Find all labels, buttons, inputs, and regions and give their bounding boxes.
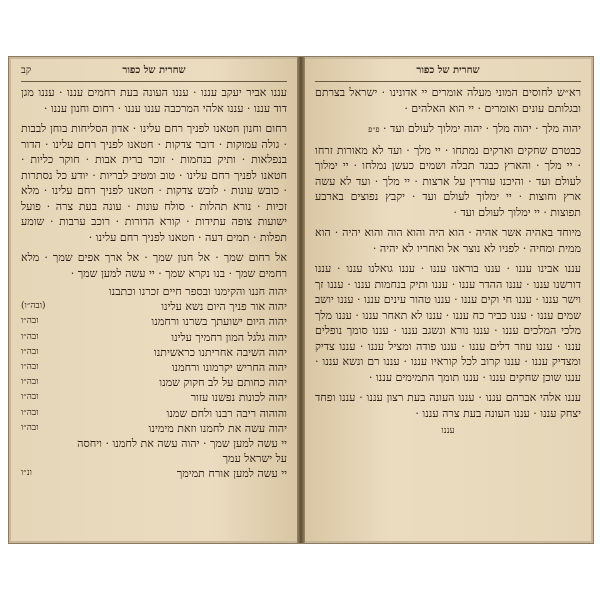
litany-line [21,345,287,360]
left-page-header [21,65,287,79]
litany-text: והוהוה ריבה רבנו ולחם שמנו [166,406,287,420]
litany-ref: ובה״ו [21,316,39,327]
left-paragraph-rachum: רחום וחנון חטאנו לפניך רחם עלינו · אדון הסליחות בוחן לבבות · גולה עמוקות · דובר צדקות · חטאנו לפניך רחם עלינו · הדור בנפלאות · ותיק בנחמות · זוכר ברית אבות · חוקר כליות · חטאנו לפניך רחם עלינו · טוב ומטיב לבריות · יודע כל נסתרות · כובש עונות · לובש צדקות · חטאנו לפניך רחם עלינו · מלא זכיות · נורא תהלות · סולח עונות · עונה בעת צרה · פועל ישועות צופה עתידות · קורא הדורות · רוכב ערבות · שומע תפלות · תמים דעה · חטאנו לפניך רחם עלינו · [21,122,287,244]
litany-ref: ובה״ו [21,346,39,357]
left-litany [21,284,287,482]
left-top-block: עננו אביר יעקב עננו · עננו העונה בעת רחמים עננו · עננו מגן דוד עננו · עננו אלהי המרכבה עננו עננו · רחום וחנון עננו · [21,86,287,115]
left-page-number: קב [21,65,32,76]
litany-line [21,436,287,466]
refrain-note: פ״פ [368,125,380,134]
litany-ref: ונ״ו [21,468,32,479]
right-refrain-line [315,121,581,138]
litany-text: יהוה חננו והקימנו ובספר חיים זכרנו וכתבנו [108,285,287,298]
litany-ref: ובה״ו [21,362,39,373]
right-intro-paragraph: רא״ש לחוסים המוני מעלה אומרים יי אדונינו · ישראל בצרתם ובגלותם עונים ואומרים · יי הוא האלהים · [315,86,581,115]
litany-ref: ובה״ו [21,331,39,342]
litany-text: יהוה אור פניך היום נשא עלינו [161,300,287,314]
right-paragraph-kevetarem: כבטרם שחקים וארקים נמתחו · יי מלך · ועד לא מאורות זרחו · יי מלך · והארץ כבגד תבלה ושמים כעשן נמלחו · יי ימלוך לעולם ועד · והיכנו עוררין על ארצות · יי מלך · ועד לא עשה ארץ וחוצות · יי ימלוך לעולם ועד · יקבץ נפוצים בארבע תפוצות · יי ימלוך לעולם ועד · [315,143,581,219]
litany-line [21,466,287,481]
litany-line [21,360,287,375]
left-paragraph-el-rachum: אל רחום שמך · אל חנון שמך · אל ארך אפים שמך · מלא רחמים שמך · בנו נקרא שמך · יי עשה למען שמך · [21,251,287,280]
left-page [11,59,297,541]
catchword: עננו [441,426,455,436]
left-running-head: שחרית של כפור [122,65,186,76]
right-page-header [315,65,581,79]
litany-line [21,375,287,390]
litany-line [21,314,287,329]
litany-line [21,421,287,436]
litany-line [21,330,287,345]
open-book [8,56,594,544]
right-page [305,59,591,541]
litany-ref: ובה״ו [21,377,39,388]
litany-text: יהוה כחותם על לב חקוק שמנו [159,376,287,390]
right-running-head: שחרית של כפור [416,65,480,76]
litany-line [21,406,287,421]
refrain-text: יהוה מלך · יהוה מלך · יהוה ימלוך לעולם ועד · [383,122,581,135]
right-paragraph-meyuchad: מיוחד באהיה אשר אהיה · הוא היה והוא הוה והוא יהיה · הוא ממית ומחיה · לפניו לא נוצר אל ואחריו לא יהיה · [315,226,581,255]
book-gutter [297,57,305,543]
litany-ref: ובה״ו [21,407,39,418]
litany-text: יי עשה למען שמך · יהוה עשה את לחמנו · ויחסה על ישראל עמך [77,437,287,466]
right-page-text [305,85,591,440]
litany-text: יי עשה למען אורח תמימך [176,467,287,481]
litany-ref: (ובה״ו) [21,301,46,312]
litany-line [21,390,287,405]
right-paragraph-elohei-avraham: עננו אלהי אברהם עננו · עננו העונה בעת רצון עננו · עננו ופחד יצחק עננו · עננו העונה בעת צרה עננו · [315,391,581,420]
litany-ref: ובה״ו [21,392,39,403]
litany-line [21,299,287,314]
litany-text: יהוה גלגל המון רחמיך עלינו [171,330,287,344]
litany-text: יהוה היום ישועתך בשרנו ורחמנו [151,315,287,329]
litany-text: יהוה השיבה אחריתנו כראשיתנו [153,345,287,359]
litany-line [21,284,287,299]
right-header-rule [315,81,581,82]
left-page-text [11,85,297,482]
litany-text: יהוה לכונות נפשנו עזור [190,391,287,405]
litany-ref: ובה״ו [21,422,39,433]
left-header-rule [21,81,287,82]
litany-text: יהוה עשה את לחמנו וזאת מימינו [148,421,287,435]
right-paragraph-anenu: עננו אבינו עננו · עננו בוראנו עננו · עננו גואלנו עננו · עננו דורשנו עננו · עננו ההדר עננו · עננו ותיק בנחמות עננו · עננו זך וישר עננו · עננו חי וקים עננו · עננו טהור עינים עננו · עננו יושב שמים עננו · עננו כביר כח עננו · עננו לא תאחר עננו · עננו מלך מלכי המלכים עננו · עננו נורא ונשגב עננו · עננו סומך נופלים עננו · עננו עוזר דלים עננו · עננו פודה ומציל עננו · עננו צדיק ומצדיק עננו · עננו קרוב לכל קוראיו עננו · עננו רם ונשא עננו · עננו שוכן שחקים עננו · עננו תומך התמימים עננו · [315,262,581,384]
litany-text: יהוה החריש יקרמונו ורחמנו [171,361,287,375]
